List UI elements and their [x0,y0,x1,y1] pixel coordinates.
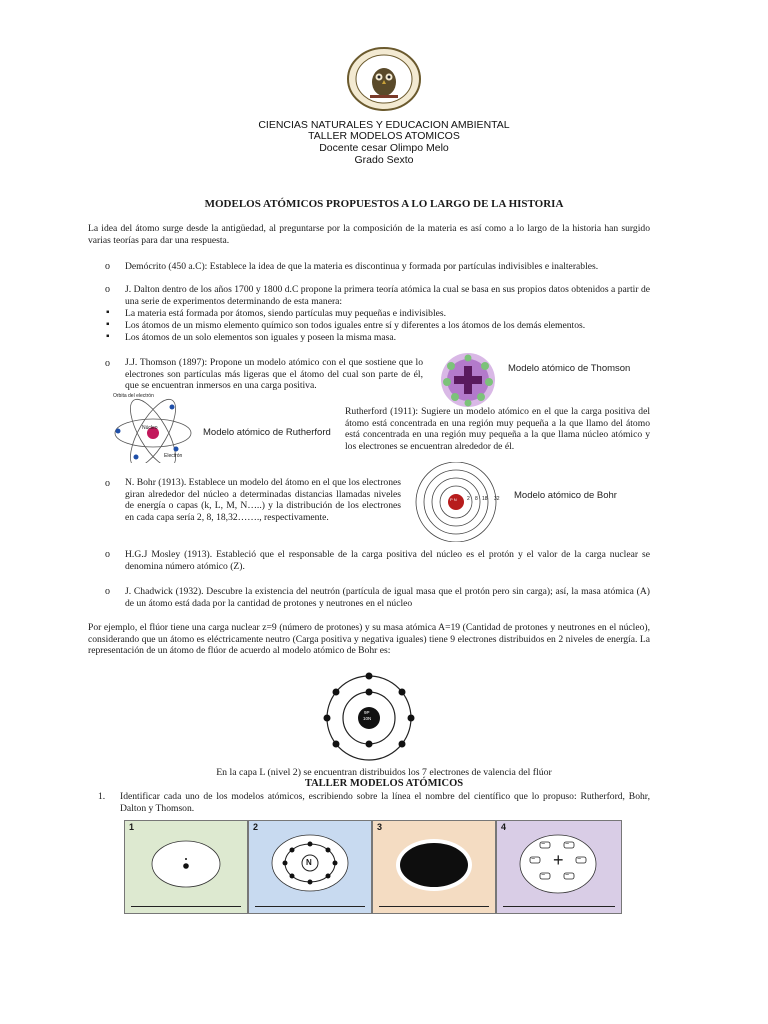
solid-sphere-figure [394,837,474,893]
atom-panel-3 [372,820,496,914]
workshop-heading: TALLER MODELOS ATÓMICOS [304,778,464,789]
circle-bullet-icon: o [105,478,110,489]
square-bullet-icon: ▪ [106,331,110,342]
dalton-point: Los átomos de un solo elementos son iguales y poseen la misma masa. [125,332,396,343]
panel-number: 2 [253,822,259,832]
circle-bullet-icon: o [105,261,110,272]
panel-number: 3 [377,822,383,832]
square-bullet-icon: ▪ [106,319,110,330]
shell-number: 8 [475,496,478,502]
rutherford-caption: Modelo atómico de Rutherford [203,427,331,438]
teacher-name: Docente cesar Olimpo Melo [319,142,449,154]
circle-bullet-icon: o [105,549,110,560]
democrito-paragraph: Demócrito (450 a.C): Establece la idea de que la materia es discontinua y formada por partículas indivisibles e inalterables. [125,261,599,272]
panel-nucleus-label: N [306,858,312,867]
bohr-caption: Modelo atómico de Bohr [514,490,617,501]
panel-number: 4 [501,822,507,832]
rutherford-paragraph: Rutherford (1911): Sugiere un modelo atómico en el que la carga positiva del átomo está concentrada en una región muy pequeña a la que llamo del átomo está concentrada en una región muy pequeña a la que llama núcleo atómico y los electrones se encuentran alrededor de él. [345,406,650,452]
square-bullet-icon: ▪ [106,307,110,318]
task-number: 1. [98,791,106,802]
bohr-model-figure [410,462,506,542]
school-logo [346,46,422,112]
nucleus-label: Núcleo [142,425,158,431]
chadwick-paragraph: J. Chadwick (1932). Descubre la existencia del neutrón (partícula de igual masa que el protón pero sin carga); así, la masa atómica (A) de un átomo está dada por la cantidad de protones y neutrones en el núcleo [125,586,650,609]
plus-sign: + [553,850,564,870]
bohr-paragraph: N. Bohr (1913). Establece un modelo del átomo en el que los electrones giran alrededor del núcleo a determinadas distancias llamadas niveles de energía o capas (k, L, M, N…..) y la distribución de los electrones en cada capa sería 2, 8, 18,32……., respectivamente. [125,477,402,523]
dalton-paragraph: J. Dalton dentro de los años 1700 y 1800 d.C propone la primera teoría atómica la cual se basa en sus propios datos obtenidos a partir de una serie de experimentos determinando de esta manera: [125,284,650,307]
electron-label: Electrón [164,453,183,459]
atom-panel-1 [124,820,248,914]
fluor-protons: 9P [364,710,370,715]
fluor-caption: En la capa L (nivel 2) se encuentran distribuidos los 7 electrones de valencia del flúor [216,767,552,778]
minus-sign: − [565,872,570,879]
answer-line[interactable] [503,906,615,907]
atom-panel-2 [248,820,372,914]
thomson-caption: Modelo atómico de Thomson [508,363,631,374]
orbit-label: Orbita del electrón [113,393,154,399]
fluor-paragraph: Por ejemplo, el flúor tiene una carga nuclear z=9 (número de protones) y su masa atómica A=19 (Cantidad de protones y neutrones en el núcleo), considerando que un átomo es eléctricamente neutro (Carga positiva y negativa iguales) tiene 9 electrones distribuidos en 2 niveles de energía. La representación de un átomo de flúor de acuerdo al modelo atómico de Bohr es: [88,622,650,657]
minus-sign: − [541,872,546,879]
minus-sign: − [565,841,570,848]
fluor-neutrons: 10N [363,716,372,721]
grade: Grado Sexto [354,154,414,166]
thomson-model-figure [433,352,503,408]
dalton-sphere-figure [150,839,222,889]
page-title: MODELOS ATÓMICOS PROPUESTOS A LO LARGO DE LA HISTORIA [204,198,564,210]
answer-line[interactable] [255,906,365,907]
answer-line[interactable] [131,906,241,907]
answer-line[interactable] [379,906,489,907]
bohr-nucleus-label: P N [450,497,457,502]
minus-sign: − [531,856,536,863]
circle-bullet-icon: o [105,586,110,597]
panel-number: 1 [129,822,135,832]
shell-number: 2 [467,496,470,502]
minus-sign: − [541,841,546,848]
mosley-paragraph: H.G.J Mosley (1913). Estableció que el responsable de la carga positiva del núcleo es el protón y el valor de la carga nuclear se denomina número atómico (Z). [125,549,650,572]
dalton-point: Los átomos de un mismo elemento químico son todos iguales entre sí y diferentes a los átomos de los demás elementos. [125,320,586,331]
shell-number: 32 [494,496,500,502]
thomson-paragraph: J.J. Thomson (1897): Propone un modelo atómico con el que sostiene que lo electrones son partículas más ligeras que el átomo del cual son parte de él, que se encuentran inmersos en una carga positiva. [125,357,423,392]
workshop-title: TALLER MODELOS ATOMICOS [308,130,460,142]
dalton-point: La materia está formada por átomos, siendo partículas muy pequeñas e indivisibles. [125,308,447,319]
shell-number: 18 [482,496,488,502]
circle-bullet-icon: o [105,358,110,369]
intro-paragraph: La idea del átomo surge desde la antigüedad, al preguntarse por la composición de la materia es así como a lo largo de la historia han surgido varias teorías para dar una respuesta. [88,223,650,246]
subject-title: CIENCIAS NATURALES Y EDUCACION AMBIENTAL [258,119,510,131]
task-instructions: Identificar cada uno de los modelos atómicos, escribiendo sobre la línea el nombre del científico que lo propuso: Rutherford, Bohr, Dalton y Thomson. [120,791,650,814]
circle-bullet-icon: o [105,284,110,295]
minus-sign: − [577,856,582,863]
atom-panel-4 [496,820,622,914]
